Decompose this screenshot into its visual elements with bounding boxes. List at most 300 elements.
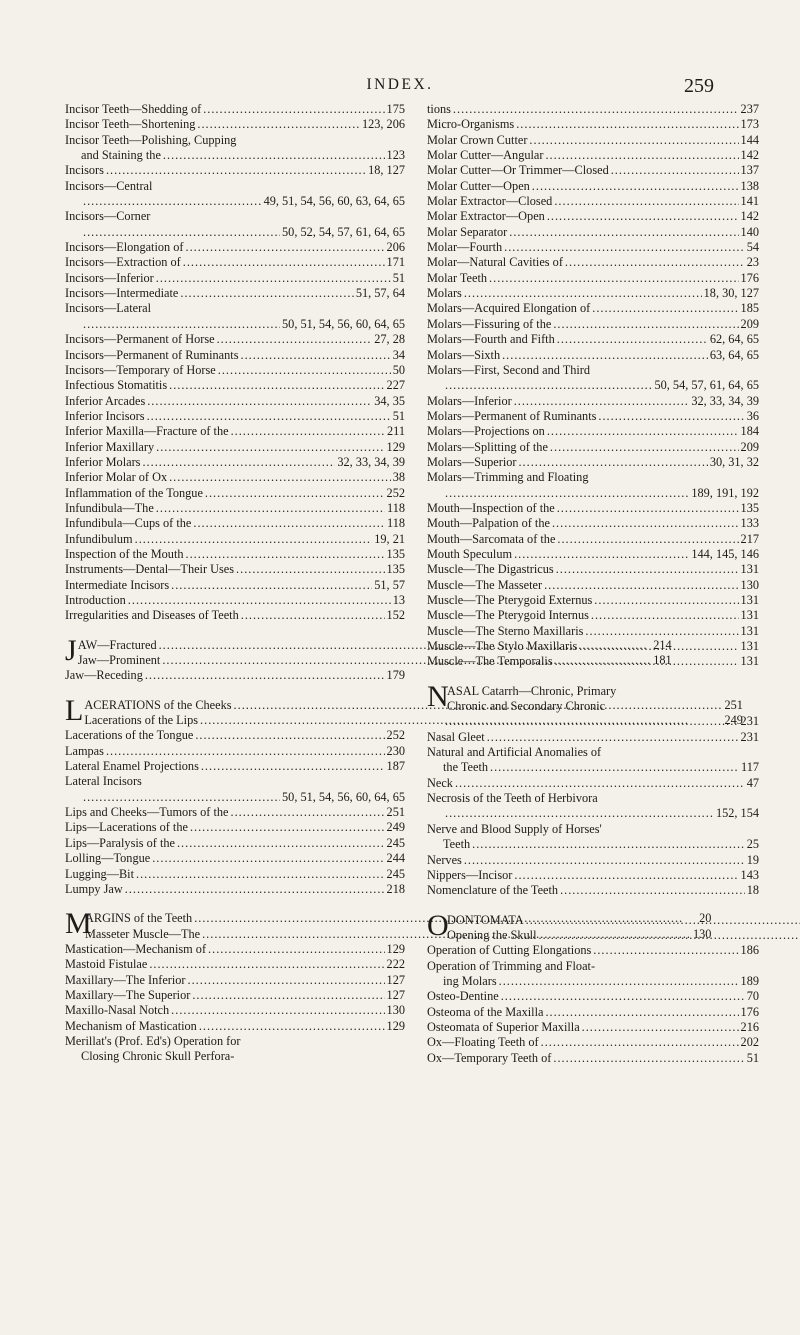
entry-text: Molars—Acquired Elongation of <box>427 301 591 316</box>
entry-text: Nomenclature of the Teeth <box>427 883 559 898</box>
index-entry <box>427 209 759 224</box>
index-entry <box>65 394 405 409</box>
entry-page: 184 <box>740 424 759 439</box>
leader-dots <box>241 348 391 363</box>
index-entry <box>427 1035 759 1050</box>
index-entry <box>427 117 759 132</box>
leader-dots <box>445 714 739 729</box>
index-entry <box>427 286 759 301</box>
entry-text: Operation of Cutting Elongations <box>427 943 592 958</box>
index-entry <box>65 851 405 866</box>
leader-dots <box>516 117 738 132</box>
entry-page: 51, 57 <box>374 577 405 592</box>
leader-dots <box>526 913 800 928</box>
entry-page: 70 <box>746 989 759 1004</box>
entry-text: Teeth <box>443 837 471 852</box>
index-entry <box>427 516 759 531</box>
entry-page: 36 <box>746 408 759 423</box>
index-entry <box>427 806 759 821</box>
entry-text: Nerves <box>427 852 462 867</box>
entry-page: 129 <box>386 439 405 454</box>
entry-page: 135 <box>386 562 405 577</box>
entry-page: 34, 35 <box>374 393 405 408</box>
leader-dots <box>514 394 690 409</box>
page-number: 259 <box>684 75 714 97</box>
entry-text: Chronic and Secondary Chronic <box>447 699 606 714</box>
entry-text: Incisors—Lateral <box>65 301 152 316</box>
index-entry <box>65 593 405 608</box>
leader-dots <box>197 117 360 132</box>
index-entry <box>65 744 405 759</box>
index-entry <box>427 102 759 117</box>
index-entry <box>427 424 759 439</box>
leader-dots <box>169 470 391 485</box>
leader-dots <box>585 624 738 639</box>
index-entry <box>447 913 800 928</box>
entry-text: Maxillo-Nasal Notch <box>65 1003 170 1018</box>
leader-dots <box>445 378 652 393</box>
leader-dots <box>591 608 739 623</box>
index-entry <box>65 194 405 209</box>
entry-page: 49, 51, 54, 56, 60, 63, 64, 65 <box>263 194 405 209</box>
entry-page: 135 <box>386 546 405 561</box>
entry-page: 131 <box>740 593 759 607</box>
index-entry <box>427 470 759 485</box>
entry-text: Masseter Muscle—The <box>85 926 201 941</box>
entry-page: 32, 33, 34, 39 <box>337 454 405 469</box>
entry-text: Mouth—Sarcomata of the <box>427 531 556 546</box>
index-entry <box>427 745 759 760</box>
leader-dots <box>147 394 372 409</box>
index-entry <box>427 760 759 775</box>
drop-letter: J <box>65 633 77 667</box>
leader-dots <box>83 790 280 805</box>
entry-page: 189 <box>740 973 759 988</box>
entry-text: Inspection of the Mouth <box>65 546 184 561</box>
entry-text: Ox—Temporary Teeth of <box>427 1050 552 1065</box>
drop-letter: M <box>65 907 92 941</box>
index-entry <box>65 102 405 117</box>
leader-dots <box>487 730 739 745</box>
entry-page: 137 <box>740 163 759 178</box>
index-entry <box>447 684 759 699</box>
entry-page: 175 <box>386 102 405 116</box>
leader-dots <box>611 163 739 178</box>
entry-page: 18, 30, 127 <box>703 286 759 301</box>
entry-text: Mastication—Mechanism of <box>65 941 207 956</box>
entry-text: Infundibula—Cups of the <box>65 516 192 531</box>
entry-page: 50, 52, 54, 57, 61, 64, 65 <box>282 224 405 239</box>
entry-text: Osteoma of the Maxilla <box>427 1004 544 1019</box>
index-entry <box>65 774 405 789</box>
leader-dots <box>186 547 385 562</box>
entry-text: Lateral Enamel Projections <box>65 759 199 774</box>
entry-page: 131 <box>740 623 759 638</box>
leader-dots <box>125 882 385 897</box>
entry-text: Incisors—Permanent of Horse <box>65 332 215 347</box>
entry-page: 189, 191, 192 <box>691 485 759 500</box>
index-entry <box>427 301 759 316</box>
entry-text: Closing Chronic Skull Perfora- <box>81 1049 235 1064</box>
index-entry <box>65 317 405 332</box>
entry-text: ASAL Catarrh—Chronic, Primary <box>447 683 617 698</box>
entry-page: 218 <box>386 881 405 896</box>
entry-page: 131 <box>740 654 759 669</box>
entry-page: 130 <box>693 926 712 941</box>
index-entry <box>447 699 759 714</box>
leader-dots <box>169 378 384 393</box>
leader-dots <box>83 225 280 240</box>
entry-text: Muscle—The Pterygoid Externus <box>427 593 593 607</box>
leader-dots <box>152 851 384 866</box>
entry-text: Inferior Maxilla—Fracture of the <box>65 424 229 439</box>
entry-text: and Staining the <box>81 148 161 163</box>
entry-text: Maxillary—The Inferior <box>65 972 186 987</box>
index-entry <box>427 1020 759 1035</box>
entry-page: 130 <box>740 577 759 592</box>
leader-dots <box>579 639 738 654</box>
entry-page: 50, 51, 54, 56, 60, 64, 65 <box>282 789 405 804</box>
entry-text: Ox—Floating Teeth of <box>427 1035 539 1050</box>
leader-dots <box>156 501 385 516</box>
leader-dots <box>509 225 738 240</box>
index-entry <box>65 378 405 393</box>
entry-page: 51 <box>392 270 405 285</box>
entry-text: Inferior Incisors <box>65 408 145 423</box>
entry-text: Incisors—Intermediate <box>65 286 179 301</box>
index-entry <box>65 363 405 378</box>
index-entry <box>65 942 405 957</box>
index-entry <box>65 225 405 240</box>
entry-text: Molars—Splitting of the <box>427 439 548 454</box>
leader-dots <box>135 532 373 547</box>
entry-text: Lips and Cheeks—Tumors of the <box>65 805 229 820</box>
index-entry <box>65 486 405 501</box>
leader-dots <box>560 883 745 898</box>
entry-text: Osteo-Dentine <box>427 989 499 1004</box>
entry-text: Maxillary—The Superior <box>65 987 191 1002</box>
entry-text: Molar Cutter—Angular <box>427 148 544 163</box>
entry-text: Molars—Trimming and Floating <box>427 470 589 485</box>
entry-page: 129 <box>386 1018 405 1033</box>
entry-page: 19, 21 <box>374 531 405 546</box>
entry-text: Lolling—Tongue <box>65 851 151 866</box>
leader-dots <box>128 593 391 608</box>
index-entry <box>427 974 759 989</box>
leader-dots <box>190 820 385 835</box>
index-entry <box>65 348 405 363</box>
entry-page: 50, 54, 57, 61, 64, 65 <box>654 378 759 393</box>
entry-page: 18, 127 <box>368 163 405 178</box>
entry-page: 187 <box>386 759 405 774</box>
index-entry <box>427 378 759 393</box>
entry-page: 142 <box>740 209 759 224</box>
leader-dots <box>180 286 353 301</box>
leader-dots <box>502 348 708 363</box>
entry-text: Muscle—The Stylo Maxillaris <box>427 639 578 654</box>
entry-text: Molar Extractor—Closed <box>427 194 553 209</box>
leader-dots <box>593 943 738 958</box>
entry-text: Infectious Stomatitis <box>65 378 168 393</box>
entry-text: Natural and Artificial Anomalies of <box>427 745 602 760</box>
entry-page: 50 <box>392 362 405 377</box>
index-entry <box>65 973 405 988</box>
entry-page: 237 <box>740 102 759 116</box>
entry-text: Nasal Gleet <box>427 729 485 744</box>
entry-page: 127 <box>386 972 405 987</box>
index-entry <box>427 791 759 806</box>
leader-dots <box>163 148 385 163</box>
entry-page: 252 <box>386 485 405 500</box>
entry-text: Lacerations of the Lips <box>84 713 199 728</box>
entry-text: Molars—Superior <box>427 454 517 469</box>
leader-dots <box>142 455 335 470</box>
index-entry <box>65 668 405 683</box>
entry-page: 209 <box>740 439 759 454</box>
entry-text: ARGINS of the Teeth <box>85 911 193 926</box>
entry-text: Necrosis of the Teeth of Herbivora <box>427 791 598 806</box>
entry-page: 176 <box>740 1004 759 1019</box>
index-entry <box>65 532 405 547</box>
leader-dots <box>556 562 739 577</box>
index-entry <box>65 882 405 897</box>
entry-text: Intermediate Incisors <box>65 577 170 592</box>
entry-page: 252 <box>386 728 405 743</box>
entry-page: 62, 64, 65 <box>709 332 759 347</box>
entry-page: 18 <box>746 883 759 898</box>
entry-page: 30, 31, 32 <box>709 454 759 469</box>
entry-page: 38 <box>392 470 405 485</box>
entry-text: Osteomata of Superior Maxilla <box>427 1019 580 1034</box>
entry-text: Incisors—Elongation of <box>65 240 184 255</box>
index-entry <box>65 163 405 178</box>
entry-page: 173 <box>740 117 759 132</box>
index-entry <box>427 363 759 378</box>
leader-dots <box>136 867 385 882</box>
leader-dots <box>594 593 738 608</box>
leader-dots <box>539 928 800 943</box>
entry-text: Inferior Maxillary <box>65 439 155 454</box>
entry-page: 51 <box>392 408 405 423</box>
entry-text: Inferior Molar of Ox <box>65 470 168 485</box>
index-entry <box>65 148 405 163</box>
index-entry <box>65 790 405 805</box>
entry-text: Lampas <box>65 743 104 758</box>
entry-text: Mechanism of Mastication <box>65 1018 197 1033</box>
index-entry <box>65 501 405 516</box>
index-entry <box>427 317 759 332</box>
leader-dots <box>203 102 384 117</box>
entry-page: 63, 64, 65 <box>709 347 759 362</box>
entry-text: Mouth Speculum <box>427 546 513 561</box>
index-entry <box>427 194 759 209</box>
entry-page: 141 <box>740 194 759 209</box>
entry-text: Molar Separator <box>427 224 508 239</box>
leader-dots <box>156 440 384 455</box>
entry-page: 143 <box>740 867 759 882</box>
index-entry <box>427 255 759 270</box>
entry-text: tions <box>427 102 451 116</box>
entry-text: Jaw—Prominent <box>77 653 161 668</box>
index-entry <box>65 209 405 224</box>
leader-dots <box>193 516 385 531</box>
entry-page: 209 <box>740 316 759 331</box>
leader-dots <box>236 562 385 577</box>
leader-dots <box>557 532 738 547</box>
index-entry <box>427 440 759 455</box>
entry-text: Nippers—Incisor <box>427 867 513 882</box>
leader-dots <box>598 409 744 424</box>
index-entry <box>427 532 759 547</box>
index-entry <box>427 486 759 501</box>
entry-page: 214 <box>653 637 672 652</box>
entry-page: 19 <box>746 852 759 867</box>
entry-text: Incisor Teeth—Shedding of <box>65 102 202 116</box>
leader-dots <box>218 363 391 378</box>
leader-dots <box>529 133 738 148</box>
index-entry <box>65 547 405 562</box>
drop-letter: O <box>427 908 449 942</box>
index-entry <box>427 822 759 837</box>
entry-page: 251 <box>724 697 743 712</box>
index-entry <box>65 805 405 820</box>
entry-page: 51 <box>746 1050 759 1065</box>
entry-page: 54 <box>746 240 759 255</box>
index-entry <box>65 1003 405 1018</box>
entry-text: Opening the Skull <box>447 927 537 942</box>
index-entry <box>427 578 759 593</box>
leader-dots <box>188 973 385 988</box>
entry-text: Incisors—Central <box>65 178 153 193</box>
leader-dots <box>532 179 739 194</box>
entry-text: Muscle—The Masseter <box>427 577 543 592</box>
index-entry <box>65 836 405 851</box>
entry-page: 211 <box>387 424 405 439</box>
entry-page: 34 <box>392 347 405 362</box>
index-entry <box>427 394 759 409</box>
entry-text: Muscle—The Sterno Maxillaris <box>427 623 584 638</box>
entry-page: 123, 206 <box>361 117 405 132</box>
entry-text: Molar Crown Cutter <box>427 132 528 147</box>
index-entry <box>427 943 759 958</box>
index-entry <box>427 348 759 363</box>
leader-dots <box>501 989 745 1004</box>
leader-dots <box>177 836 385 851</box>
leader-dots <box>514 868 738 883</box>
entry-page: 202 <box>740 1035 759 1050</box>
leader-dots <box>553 317 738 332</box>
entry-text: Merillat's (Prof. Ed's) Operation for <box>65 1033 241 1048</box>
entry-page: 131 <box>740 562 759 577</box>
entry-text: Molar Cutter—Open <box>427 178 530 193</box>
entry-page: 13 <box>392 593 405 607</box>
index-entry <box>427 409 759 424</box>
entry-page: 186 <box>740 943 759 958</box>
entry-text: Muscle—The Temporalis <box>427 654 553 669</box>
leader-dots <box>455 776 745 791</box>
index-entry <box>65 179 405 194</box>
leader-dots <box>231 424 385 439</box>
entry-text: Neck <box>427 775 453 790</box>
entry-page: 230 <box>386 743 405 758</box>
index-entry <box>427 562 759 577</box>
entry-page: 179 <box>386 668 405 683</box>
index-entry <box>65 608 405 623</box>
entry-page: 131 <box>740 608 759 623</box>
entry-page: 51, 57, 64 <box>355 286 405 301</box>
index-entry <box>427 639 759 654</box>
entry-text: Nerve and Blood Supply of Horses' <box>427 821 602 836</box>
entry-text: Mouth—Inspection of the <box>427 500 555 515</box>
entry-page: 50, 51, 54, 56, 60, 64, 65 <box>282 316 405 331</box>
entry-page: 171 <box>386 255 405 270</box>
index-entry <box>65 117 405 132</box>
leader-dots <box>171 578 372 593</box>
index-entry <box>427 133 759 148</box>
leader-dots <box>582 1020 739 1035</box>
entry-text: Infundibulum <box>65 531 133 546</box>
index-entry <box>65 470 405 485</box>
index-entry <box>65 867 405 882</box>
leader-dots <box>83 317 280 332</box>
entry-text: Molar Extractor—Open <box>427 209 545 224</box>
leader-dots <box>544 578 738 593</box>
index-entry <box>427 989 759 1004</box>
entry-text: Jaw—Receding <box>65 668 143 683</box>
leader-dots <box>504 240 745 255</box>
drop-letter: N <box>427 679 449 713</box>
entry-text: Incisor Teeth—Polishing, Cupping <box>65 132 237 147</box>
leader-dots <box>208 942 385 957</box>
index-entry <box>427 225 759 240</box>
entry-page: 135 <box>740 500 759 515</box>
entry-text: Molars—First, Second and Third <box>427 362 591 377</box>
index-entry <box>447 928 800 943</box>
leader-dots <box>106 163 366 178</box>
index-entry <box>65 332 405 347</box>
index-entry <box>427 271 759 286</box>
leader-dots <box>106 744 385 759</box>
index-entry <box>65 562 405 577</box>
entry-page: 131 <box>740 639 759 654</box>
index-entry <box>427 959 759 974</box>
entry-text: Molars—Permanent of Ruminants <box>427 408 597 423</box>
entry-text: Molars—Inferior <box>427 393 512 408</box>
index-entry <box>427 593 759 608</box>
entry-page: 216 <box>740 1019 759 1034</box>
entry-page: 249 <box>386 820 405 835</box>
page-title: INDEX. <box>366 76 434 93</box>
entry-page: 133 <box>740 516 759 531</box>
leader-dots <box>545 1005 738 1020</box>
entry-text: Lips—Paralysis of the <box>65 835 175 850</box>
leader-dots <box>156 271 391 286</box>
entry-page: 245 <box>386 835 405 850</box>
leader-dots <box>186 240 385 255</box>
entry-text: Incisors—Temporary of Horse <box>65 362 216 377</box>
drop-letter: L <box>65 693 84 727</box>
index-entry <box>427 837 759 852</box>
entry-text: Irregularities and Diseases of Teeth <box>65 608 239 623</box>
leader-dots <box>554 194 738 209</box>
entry-text: Molars—Sixth <box>427 347 501 362</box>
entry-page: 140 <box>740 224 759 239</box>
leader-dots <box>149 957 384 972</box>
index-entry <box>65 820 405 835</box>
entry-text: Molar Cutter—Or Trimmer—Closed <box>427 163 609 178</box>
entry-text: Mastoid Fistulae <box>65 957 148 972</box>
index-entry <box>427 501 759 516</box>
